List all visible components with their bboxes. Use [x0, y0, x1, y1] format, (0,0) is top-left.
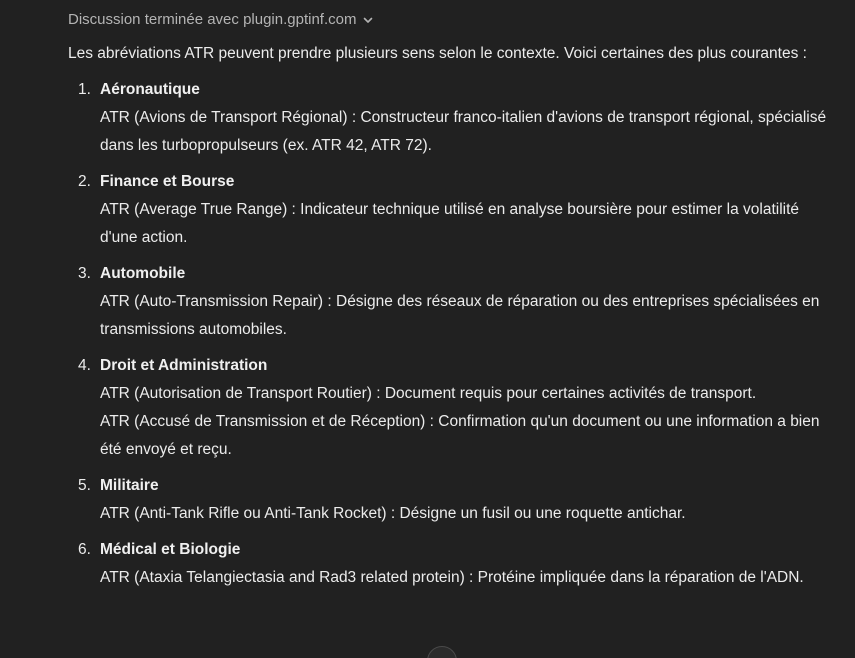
list-item-title: Automobile — [100, 265, 186, 282]
list-item-description: ATR (Auto-Transmission Repair) : Désigne des réseaux de réparation ou des entreprises spécialisées en transmissions automobiles. — [100, 293, 820, 338]
list-item — [68, 472, 828, 528]
list-item-number: 6. — [78, 541, 91, 558]
list-item-number: 3. — [78, 265, 91, 282]
list-item-title: Droit et Administration — [100, 357, 268, 374]
plugin-status-label: Discussion terminée avec plugin.gptinf.com — [68, 10, 357, 28]
list-item — [68, 168, 828, 252]
atr-meanings-list — [68, 76, 828, 592]
scroll-down-button[interactable] — [427, 646, 457, 658]
list-item-description: ATR (Avions de Transport Régional) : Constructeur franco-italien d'avions de transport régional, spécialisé dans les turbopropulseurs (ex. ATR 42, ATR 72). — [100, 109, 827, 154]
list-item-number: 2. — [78, 173, 91, 190]
list-item-title: Finance et Bourse — [100, 173, 235, 190]
list-item-number: 1. — [78, 81, 91, 98]
list-item-number: 5. — [78, 477, 91, 494]
list-item-number: 4. — [78, 357, 91, 374]
chevron-down-icon — [362, 13, 374, 25]
list-item-title: Médical et Biologie — [100, 541, 241, 558]
list-item — [68, 260, 828, 344]
list-item-description: ATR (Average True Range) : Indicateur technique utilisé en analyse boursière pour estimer la volatilité d'une action. — [100, 201, 800, 246]
plugin-status-toggle[interactable] — [68, 0, 828, 38]
list-item-description: ATR (Ataxia Telangiectasia and Rad3 related protein) : Protéine impliquée dans la réparation de l'ADN. — [100, 569, 804, 586]
list-item-description: ATR (Autorisation de Transport Routier) : Document requis pour certaines activités de transport. — [100, 385, 757, 402]
list-item — [68, 76, 828, 160]
list-item-description: ATR (Accusé de Transmission et de Réception) : Confirmation qu'un document ou une information a bien été envoyé et reçu. — [100, 413, 820, 458]
list-item-description: ATR (Anti-Tank Rifle ou Anti-Tank Rocket) : Désigne un fusil ou une roquette antichar. — [100, 505, 686, 522]
list-item-title: Militaire — [100, 477, 159, 494]
assistant-message — [68, 0, 828, 600]
list-item-title: Aéronautique — [100, 81, 200, 98]
intro-paragraph: Les abréviations ATR peuvent prendre plusieurs sens selon le contexte. Voici certaines des plus courantes : — [68, 45, 807, 62]
list-item — [68, 536, 828, 592]
list-item — [68, 352, 828, 464]
